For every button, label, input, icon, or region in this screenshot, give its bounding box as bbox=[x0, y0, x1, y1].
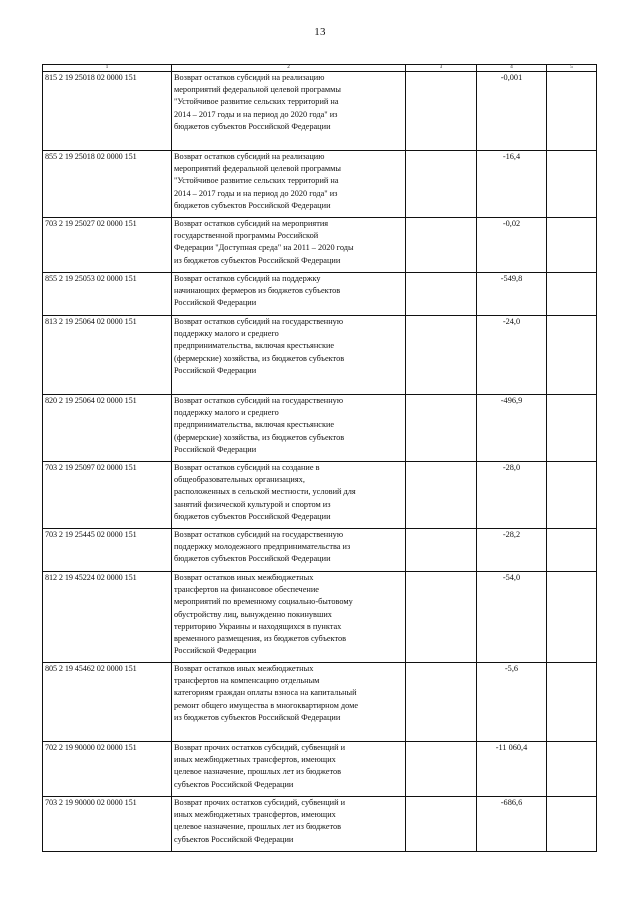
col-3-cell bbox=[406, 218, 477, 273]
description-cell: Возврат остатков иных межбюджетных трансфертов на компенсацию отдельным категориям граждан оплаты взноса на капитальный ремонт общего имущества в многоквартирном доме из бюджетов субъектов Российской Федерации bbox=[172, 663, 406, 742]
col-3-cell bbox=[406, 529, 477, 572]
table-row bbox=[43, 572, 597, 663]
col-5-cell bbox=[547, 742, 597, 797]
amount-cell: -5,6 bbox=[477, 663, 547, 742]
amount-cell: -16,4 bbox=[477, 151, 547, 218]
amount-cell: -54,0 bbox=[477, 572, 547, 663]
col-3-cell bbox=[406, 663, 477, 742]
budget-code-cell: 855 2 19 25018 02 0000 151 bbox=[43, 151, 172, 218]
table-row bbox=[43, 72, 597, 151]
col-3-cell bbox=[406, 797, 477, 852]
table-row bbox=[43, 395, 597, 462]
table-row bbox=[43, 218, 597, 273]
col-1-header: 1 bbox=[43, 65, 172, 72]
col-5-cell bbox=[547, 663, 597, 742]
amount-cell: -11 060,4 bbox=[477, 742, 547, 797]
description-cell: Возврат остатков субсидий на реализацию мероприятий федеральной целевой программы "Устойчивое развитие сельских территорий на 2014 – 2017 годы и на период до 2020 года" из бюджетов субъектов Российской Федерации bbox=[172, 72, 406, 151]
amount-cell: -28,2 bbox=[477, 529, 547, 572]
budget-code-cell: 805 2 19 45462 02 0000 151 bbox=[43, 663, 172, 742]
budget-code-cell: 703 2 19 25027 02 0000 151 bbox=[43, 218, 172, 273]
header-row bbox=[43, 65, 597, 72]
budget-code-cell: 820 2 19 25064 02 0000 151 bbox=[43, 395, 172, 462]
col-3-cell bbox=[406, 572, 477, 663]
col-4-header: 4 bbox=[477, 65, 547, 72]
budget-table bbox=[42, 64, 597, 852]
budget-code-cell: 703 2 19 25097 02 0000 151 bbox=[43, 462, 172, 529]
table-row bbox=[43, 316, 597, 395]
col-5-cell bbox=[547, 529, 597, 572]
table-row bbox=[43, 797, 597, 852]
amount-cell: -549,8 bbox=[477, 273, 547, 316]
table-row bbox=[43, 663, 597, 742]
page-number: 13 bbox=[314, 26, 326, 38]
col-5-cell bbox=[547, 797, 597, 852]
table-row bbox=[43, 742, 597, 797]
table-row bbox=[43, 529, 597, 572]
budget-code-cell: 855 2 19 25053 02 0000 151 bbox=[43, 273, 172, 316]
col-3-cell bbox=[406, 462, 477, 529]
amount-cell: -24,0 bbox=[477, 316, 547, 395]
budget-code-cell: 703 2 19 25445 02 0000 151 bbox=[43, 529, 172, 572]
description-cell: Возврат прочих остатков субсидий, субвенций и иных межбюджетных трансфертов, имеющих целевое назначение, прошлых лет из бюджетов субъектов Российской Федерации bbox=[172, 797, 406, 852]
budget-code-cell: 703 2 19 90000 02 0000 151 bbox=[43, 797, 172, 852]
table-row bbox=[43, 462, 597, 529]
budget-code-cell: 813 2 19 25064 02 0000 151 bbox=[43, 316, 172, 395]
table-body bbox=[43, 72, 597, 852]
amount-cell: -28,0 bbox=[477, 462, 547, 529]
description-cell: Возврат остатков субсидий на реализацию мероприятий федеральной целевой программы "Устойчивое развитие сельских территорий на 2014 – 2017 годы и на период до 2020 года" из бюджетов субъектов Российской Федерации bbox=[172, 151, 406, 218]
col-3-cell bbox=[406, 395, 477, 462]
col-5-cell bbox=[547, 218, 597, 273]
amount-cell: -0,001 bbox=[477, 72, 547, 151]
table-row bbox=[43, 273, 597, 316]
col-5-cell bbox=[547, 316, 597, 395]
amount-cell: -496,9 bbox=[477, 395, 547, 462]
budget-code-cell: 815 2 19 25018 02 0000 151 bbox=[43, 72, 172, 151]
col-3-cell bbox=[406, 316, 477, 395]
description-cell: Возврат остатков субсидий на мероприятия государственной программы Российской Федерации "Доступная среда" на 2011 – 2020 годы из бюджетов субъектов Российской Федерации bbox=[172, 218, 406, 273]
amount-cell: -686,6 bbox=[477, 797, 547, 852]
col-5-cell bbox=[547, 273, 597, 316]
description-cell: Возврат остатков субсидий на государственную поддержку молодежного предпринимательства из бюджетов субъектов Российской Федерации bbox=[172, 529, 406, 572]
col-5-cell bbox=[547, 72, 597, 151]
amount-cell: -0,02 bbox=[477, 218, 547, 273]
col-3-cell bbox=[406, 151, 477, 218]
table-row bbox=[43, 151, 597, 218]
col-5-cell bbox=[547, 572, 597, 663]
col-5-cell bbox=[547, 395, 597, 462]
col-5-header: 5 bbox=[547, 65, 597, 72]
description-cell: Возврат остатков субсидий на поддержку начинающих фермеров из бюджетов субъектов Российской Федерации bbox=[172, 273, 406, 316]
col-3-cell bbox=[406, 273, 477, 316]
budget-code-cell: 702 2 19 90000 02 0000 151 bbox=[43, 742, 172, 797]
col-5-cell bbox=[547, 151, 597, 218]
col-3-cell bbox=[406, 742, 477, 797]
description-cell: Возврат остатков иных межбюджетных трансфертов на финансовое обеспечение мероприятий по временному социально-бытовому обустройству лиц, вынужденно покинувших территорию Украины и находящихся в пунктах временного размещения, из бюджетов субъектов Российской Федерации bbox=[172, 572, 406, 663]
description-cell: Возврат остатков субсидий на государственную поддержку малого и среднего предпринимательства, включая крестьянские (фермерские) хозяйства, из бюджетов субъектов Российской Федерации bbox=[172, 395, 406, 462]
col-3-cell bbox=[406, 72, 477, 151]
budget-code-cell: 812 2 19 45224 02 0000 151 bbox=[43, 572, 172, 663]
col-3-header: 3 bbox=[406, 65, 477, 72]
col-5-cell bbox=[547, 462, 597, 529]
table-header bbox=[43, 65, 597, 72]
col-2-header: 2 bbox=[172, 65, 406, 72]
description-cell: Возврат остатков субсидий на государственную поддержку малого и среднего предпринимательства, включая крестьянские (фермерские) хозяйства, из бюджетов субъектов Российской Федерации bbox=[172, 316, 406, 395]
description-cell: Возврат прочих остатков субсидий, субвенций и иных межбюджетных трансфертов, имеющих целевое назначение, прошлых лет из бюджетов субъектов Российской Федерации bbox=[172, 742, 406, 797]
description-cell: Возврат остатков субсидий на создание в общеобразовательных организациях, расположенных в сельской местности, условий для занятий физической культурой и спортом из бюджетов субъектов Российской Федерации bbox=[172, 462, 406, 529]
